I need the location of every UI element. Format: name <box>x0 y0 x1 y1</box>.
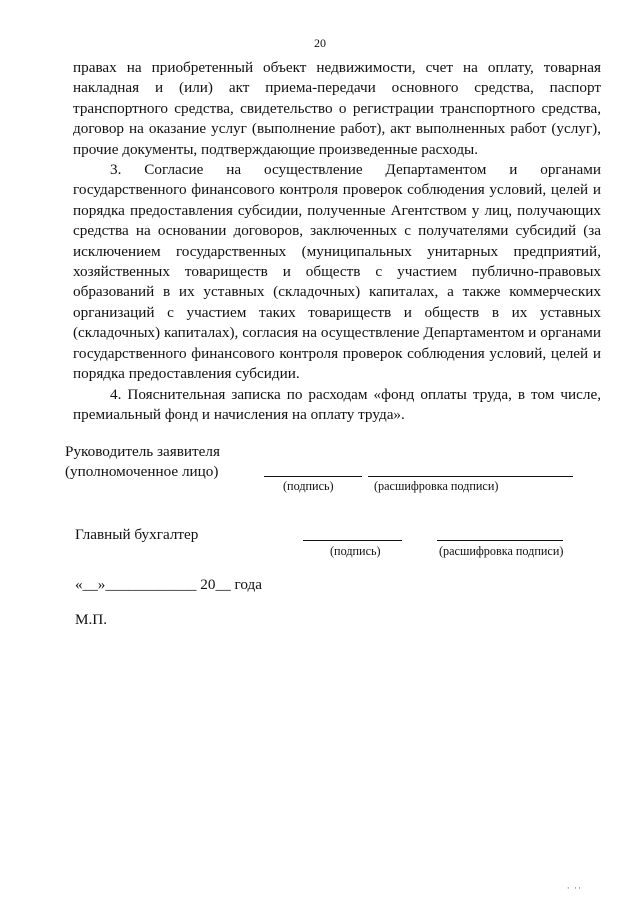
head-decode-line <box>368 476 573 477</box>
stamp-label: М.П. <box>75 611 108 628</box>
head-signature-line <box>264 476 362 477</box>
accountant-decode-caption: (расшифровка подписи) <box>439 544 564 558</box>
accountant-signature-line <box>303 540 402 541</box>
accountant-decode-line <box>437 540 563 541</box>
page-number: 20 <box>314 36 326 50</box>
head-decode-caption: (расшифровка подписи) <box>374 479 499 493</box>
head-label-line1: Руководитель заявителя <box>65 443 220 460</box>
paragraph-consent: 3. Согласие на осуществление Департаментом и органами государственного финансового контроля проверок соблюдения условий, целей и порядка предоставления субсидии, полученные Агентством у лиц, получающих средства на основании договоров, заключенных с получателями субсидий (за исключением государственных (муниципальных унитарных предприятий, хозяйственных товариществ и обществ с участием публично-правовых образований в их уставных (складочных) капиталах, а также коммерческих организаций с участием таких товариществ и обществ в их уставных (складочных) капиталах), согласия на осуществление Департаментом и органами государственного финансового контроля проверок соблюдения условий, целей и порядка предоставления субсидии. <box>73 161 601 383</box>
date-line: «__»____________ 20__ года <box>75 576 262 593</box>
accountant-label: Главный бухгалтер <box>75 526 199 543</box>
paragraph-continuation: правах на приобретенный объект недвижимости, счет на оплату, товарная накладная и (или) акт приема-передачи основного средства, паспорт транспортного средства, свидетельство о регистрации транспортного средства, договор на оказание услуг (выполнение работ), акт выполненных работ (услуг), прочие документы, подтверждающие произведенные расходы. <box>73 59 601 158</box>
document-body <box>73 58 601 425</box>
footer-mark: · ·· <box>566 883 582 893</box>
paragraph-explanatory-note: 4. Пояснительная записка по расходам «фонд оплаты труда, в том числе, премиальный фонд и начисления на оплату труда». <box>73 385 601 423</box>
head-signature-caption: (подпись) <box>283 479 334 493</box>
head-label-line2: (уполномоченное лицо) <box>65 463 219 480</box>
accountant-signature-caption: (подпись) <box>330 544 381 558</box>
